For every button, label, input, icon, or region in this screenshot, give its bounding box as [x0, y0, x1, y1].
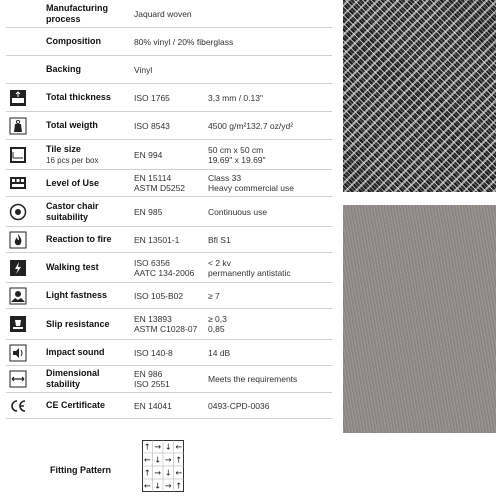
- fitting-arrow: ↑: [175, 455, 183, 465]
- standard: [134, 314, 208, 334]
- value-line: Heavy commercial use: [208, 183, 294, 193]
- property-label: Total thickness: [46, 92, 111, 102]
- value-line: 0493-CPD-0036: [208, 400, 270, 411]
- value-line: < 2 kv: [208, 257, 231, 268]
- property-value: [208, 207, 332, 217]
- standard-line: AATC 134-2006: [134, 267, 195, 278]
- standard: [134, 235, 208, 245]
- impact-sound-icon: [7, 342, 29, 364]
- standard-line: ISO 105-B02: [134, 290, 184, 301]
- fitting-pattern-icon: [142, 440, 184, 492]
- spec-row: [6, 56, 332, 84]
- property-label: Tile size: [46, 143, 81, 154]
- dark-weave-swatch-image: [343, 0, 496, 192]
- property-name: [46, 368, 134, 390]
- property-value: [208, 93, 332, 103]
- standard-line: EN 13893: [134, 314, 172, 324]
- weight-icon: [7, 115, 29, 137]
- property-label: Light fastness: [46, 290, 108, 300]
- standard-line: EN 994: [134, 149, 163, 160]
- grey-weave-swatch-image: [343, 205, 496, 433]
- fitting-arrow: ↑: [143, 468, 151, 478]
- property-name: [46, 319, 134, 330]
- icon-placeholder: [7, 59, 29, 81]
- value-line: 4500 g/m²132.7 oz/yd²: [208, 120, 294, 131]
- spec-row: [6, 197, 332, 227]
- castor-chair-icon: [7, 201, 29, 223]
- fitting-arrow: ↓: [154, 455, 162, 465]
- icon-placeholder: [7, 3, 29, 25]
- value-line: Bfl S1: [208, 234, 231, 245]
- value-line: 0,85: [208, 324, 225, 334]
- property-value: [208, 291, 332, 301]
- property-name: [46, 36, 134, 47]
- property-label: Manufacturing process: [46, 2, 108, 24]
- property-value: 80% vinyl / 20% fiberglass: [134, 36, 234, 47]
- thickness-icon: [7, 87, 29, 109]
- level-of-use-icon: [7, 172, 29, 194]
- property-label: Castor chair suitability: [46, 200, 99, 222]
- value-line: Class 33: [208, 173, 242, 183]
- standard-line: EN 15114: [134, 173, 172, 183]
- spec-row: [6, 253, 332, 283]
- property-name: [46, 144, 134, 166]
- fitting-arrow: ↓: [164, 442, 172, 452]
- standard-line: EN 14041: [134, 400, 172, 411]
- property-value: [208, 401, 332, 411]
- standard-line: ISO 140-8: [134, 347, 173, 358]
- property-label: CE Certificate: [46, 400, 106, 410]
- property-label: Total weigth: [46, 120, 98, 130]
- property-name: [46, 262, 134, 273]
- value-line: Meets the requirements: [208, 374, 298, 384]
- property-name: [46, 290, 134, 301]
- tile-size-icon: [7, 144, 29, 166]
- fitting-arrow: ←: [143, 481, 151, 491]
- property-value: Vinyl: [134, 64, 153, 75]
- fitting-arrow: →: [154, 442, 162, 452]
- property-value: Jaquard woven: [134, 8, 192, 19]
- standard: [134, 291, 208, 301]
- property-value: [208, 121, 332, 131]
- spec-row: [6, 84, 332, 112]
- spec-row: [6, 0, 332, 28]
- property-sublabel: 16 pcs per box: [46, 155, 99, 165]
- spec-row: [6, 340, 332, 366]
- standard-line: ISO 6356: [134, 257, 170, 268]
- property-label: Impact sound: [46, 347, 105, 357]
- fitting-arrow: ←: [143, 455, 151, 465]
- property-name: [46, 178, 134, 189]
- fitting-arrow: ←: [175, 468, 183, 478]
- standard-line: ASTM C1028-07: [134, 324, 198, 334]
- standard: [134, 258, 208, 278]
- light-fastness-icon: [7, 285, 29, 307]
- property-name: [46, 64, 134, 75]
- fitting-arrow: →: [154, 468, 162, 478]
- property-value: [208, 173, 332, 193]
- property-name: [46, 3, 134, 25]
- property-label: Composition: [46, 36, 101, 46]
- icon-placeholder: [7, 31, 29, 53]
- standard: [134, 93, 208, 103]
- property-name: [46, 347, 134, 358]
- dimensional-stability-icon: [7, 368, 29, 390]
- slip-resistance-icon: [7, 313, 29, 335]
- spec-row: [6, 366, 332, 393]
- standard-line: EN 13501-1: [134, 234, 180, 245]
- fitting-arrow: ↑: [143, 442, 151, 452]
- property-label: Level of Use: [46, 177, 100, 188]
- fitting-arrow: →: [164, 481, 172, 491]
- spec-row: [6, 170, 332, 197]
- value-line: 50 cm x 50 cm: [208, 144, 264, 155]
- fitting-arrow: ↓: [154, 481, 162, 491]
- spec-row: [6, 309, 332, 340]
- value-line: ≥ 7: [208, 290, 220, 301]
- property-name: [46, 120, 134, 131]
- walking-test-icon: [7, 257, 29, 279]
- property-value: [208, 348, 332, 358]
- spec-row: [6, 140, 332, 170]
- property-value: [208, 314, 332, 334]
- fitting-arrow: ↑: [175, 481, 183, 491]
- spec-row: [6, 28, 332, 56]
- value-line: 14 dB: [208, 347, 231, 358]
- standard: [134, 348, 208, 358]
- property-label: Reaction to fire: [46, 234, 112, 244]
- property-value: [208, 258, 332, 278]
- property-value: [208, 235, 332, 245]
- standard: [134, 121, 208, 131]
- fitting-arrow: →: [164, 455, 172, 465]
- standard-line: ISO 2551: [134, 379, 170, 389]
- ce-mark-icon: [7, 395, 29, 417]
- standard: [134, 150, 208, 160]
- property-label: Slip resistance: [46, 318, 110, 329]
- spec-row: [6, 393, 332, 419]
- spec-table: [6, 0, 332, 419]
- fitting-arrow: ↓: [164, 468, 172, 478]
- value-line: 3,3 mm / 0.13": [208, 92, 263, 103]
- spec-row: [6, 227, 332, 253]
- property-name: [46, 92, 134, 103]
- standard-line: ASTM D5252: [134, 183, 186, 193]
- property-name: [46, 400, 134, 411]
- fitting-arrow: ←: [175, 442, 183, 452]
- value-line: permanently antistatic: [208, 267, 291, 278]
- value-line: 19.69" x 19.69": [208, 154, 266, 165]
- property-label: Dimensional stability: [46, 368, 100, 389]
- property-label: Backing: [46, 64, 82, 74]
- standard-line: ISO 8543: [134, 120, 170, 131]
- value-line: Continuous use: [208, 206, 268, 217]
- standard: [134, 401, 208, 411]
- value-line: ≥ 0,3: [208, 314, 227, 324]
- standard: [134, 173, 208, 193]
- fitting-pattern-label: Fitting Pattern: [50, 465, 111, 475]
- standard-line: ISO 1765: [134, 92, 170, 103]
- fire-icon: [7, 229, 29, 251]
- standard: [134, 369, 208, 389]
- spec-row: [6, 112, 332, 140]
- property-name: [46, 201, 134, 223]
- standard-line: EN 985: [134, 206, 163, 217]
- property-name: [46, 234, 134, 245]
- property-value: [208, 374, 332, 384]
- spec-row: [6, 283, 332, 309]
- property-label: Walking test: [46, 262, 99, 272]
- property-value: [208, 145, 332, 165]
- standard: [134, 207, 208, 217]
- standard-line: EN 986: [134, 369, 163, 379]
